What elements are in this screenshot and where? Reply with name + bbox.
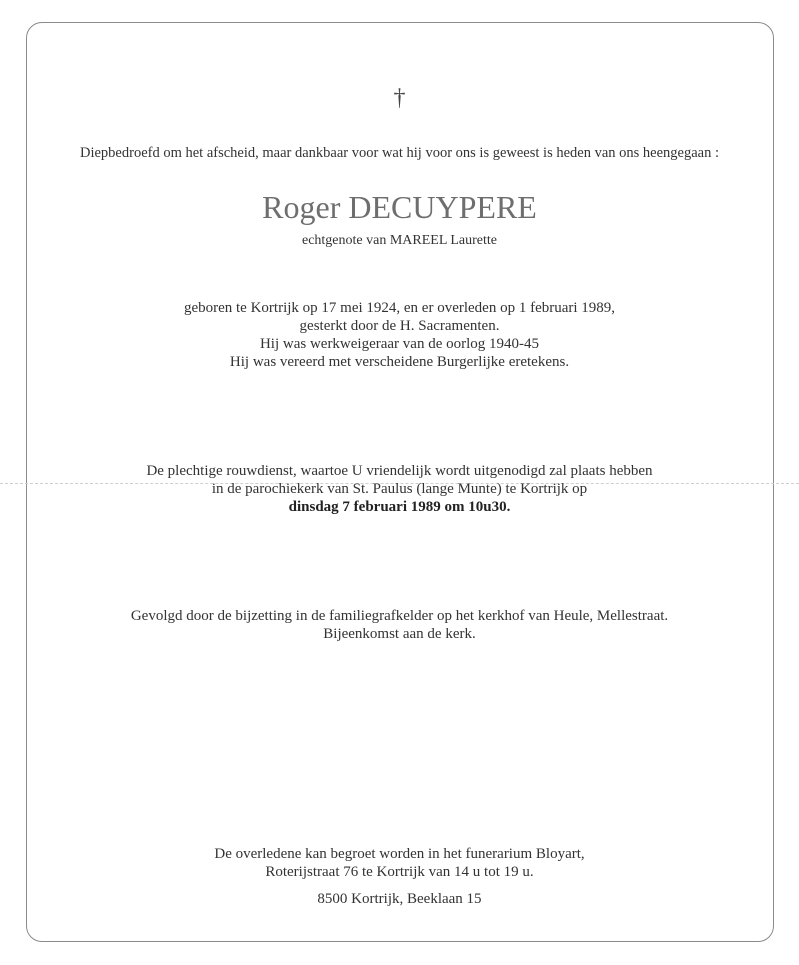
gathering-line: Bijeenkomst aan de kerk. — [323, 626, 476, 642]
bio-line-sacraments: gesterkt door de H. Sacramenten. — [299, 318, 500, 334]
intro-text: Diepbedroefd om het afscheid, maar dankbaar voor wat hij voor ons is geweest is heden van ons heengegaan : — [80, 145, 719, 161]
spouse-line: echtgenote van MAREEL Laurette — [301, 233, 497, 248]
cross-icon: † — [393, 85, 406, 111]
viewing-line-address-hours: Roterijstraat 76 te Kortrijk van 14 u tot 19 u. — [265, 864, 534, 880]
service-line-invitation: De plechtige rouwdienst, waartoe U vriendelijk wordt uitgenodigd zal plaats hebben — [146, 463, 653, 479]
bio-line-war: Hij was werkweigeraar van de oorlog 1940-45 — [259, 336, 540, 352]
service-line-church: in de parochiekerk van St. Paulus (lange Munte) te Kortrijk op — [211, 481, 588, 497]
bio-line-birth-death: geboren te Kortrijk op 17 mei 1924, en er overleden op 1 februari 1989, — [183, 300, 616, 316]
viewing-line-funeral-home: De overledene kan begroet worden in het funerarium Bloyart, — [214, 846, 585, 862]
family-address: 8500 Kortrijk, Beeklaan 15 — [317, 891, 482, 907]
bio-line-honors: Hij was vereerd met verscheidene Burgerlijke eretekens. — [229, 354, 570, 370]
deceased-name: Roger DECUYPERE — [262, 189, 537, 225]
burial-line: Gevolgd door de bijzetting in de familiegrafkelder op het kerkhof van Heule, Mellestraat. — [130, 608, 669, 624]
service-date: dinsdag 7 februari 1989 om 10u30. — [288, 499, 511, 515]
